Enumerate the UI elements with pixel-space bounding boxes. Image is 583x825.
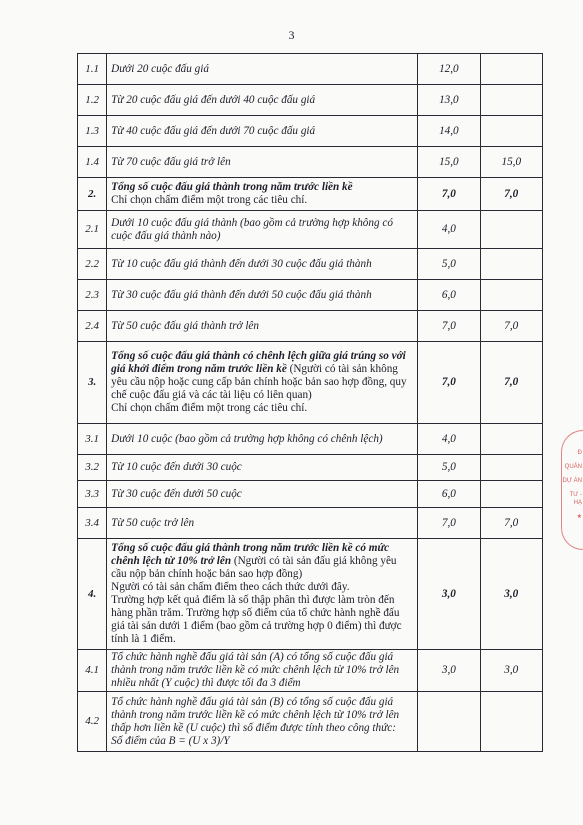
criterion-text: Từ 40 cuộc đấu giá đến dưới 70 cuộc đấu giá bbox=[111, 124, 316, 137]
criterion-description bbox=[107, 650, 418, 692]
criterion-text: Từ 30 cuộc đấu giá thành đến dưới 50 cuộc đấu giá thành bbox=[111, 288, 372, 301]
table-row bbox=[78, 280, 543, 311]
criterion-text: Từ 70 cuộc đấu giá trở lên bbox=[111, 155, 231, 168]
awarded-points: 7,0 bbox=[480, 178, 542, 211]
awarded-points: 7,0 bbox=[480, 342, 542, 424]
table-row bbox=[78, 178, 543, 211]
criterion-number: 4. bbox=[78, 539, 107, 650]
criterion-text: Từ 10 cuộc đến dưới 30 cuộc bbox=[111, 461, 242, 473]
table-row bbox=[78, 342, 543, 424]
stamp-text: TƯ - HẠ bbox=[569, 492, 582, 506]
max-points: 6,0 bbox=[418, 481, 480, 508]
max-points: 6,0 bbox=[418, 280, 480, 311]
table-row bbox=[78, 481, 543, 508]
criterion-text: Từ 30 cuộc đến dưới 50 cuộc bbox=[111, 487, 242, 500]
criterion-description bbox=[107, 85, 418, 116]
criterion-text: (Người có tài sản đấu giá không yêu cầu nộp bản chính hoặc bản sao hợp đồng) bbox=[111, 555, 397, 580]
max-points: 7,0 bbox=[418, 508, 480, 539]
criterion-text: Chỉ chọn chấm điểm một trong các tiêu chí. bbox=[111, 194, 308, 206]
max-points: 7,0 bbox=[418, 311, 480, 342]
table-row bbox=[78, 455, 543, 481]
criterion-number: 3.3 bbox=[78, 481, 107, 508]
awarded-points bbox=[480, 116, 542, 147]
awarded-points: 3,0 bbox=[480, 539, 542, 650]
criterion-description bbox=[107, 147, 418, 178]
awarded-points: 7,0 bbox=[480, 508, 542, 539]
criterion-description bbox=[107, 116, 418, 147]
criterion-text: Tổ chức hành nghề đấu giá tài sản (A) có tổng số cuộc đấu giá thành trong năm trước liền kề có mức chênh lệch từ 10% trở lên nhiều nhất (Y cuộc) thì được tối đa 3 điểm bbox=[111, 651, 400, 689]
max-points bbox=[418, 692, 480, 752]
max-points: 5,0 bbox=[418, 455, 480, 481]
criterion-number: 2. bbox=[78, 178, 107, 211]
max-points: 14,0 bbox=[418, 116, 480, 147]
criterion-text: Tổ chức hành nghề đấu giá tài sản (B) có tổng số cuộc đấu giá thành trong năm trước liền kề có mức chênh lệch từ 10% trở lên thấp hơn liền kề (U cuộc) thì số điểm được tính theo công thức: bbox=[111, 695, 400, 734]
criterion-text: Dưới 10 cuộc đấu giá thành (bao gồm cả trường hợp không có cuộc đấu giá thành nào) bbox=[111, 216, 393, 242]
criterion-description bbox=[107, 455, 418, 481]
criterion-text: Từ 50 cuộc trở lên bbox=[111, 516, 195, 529]
stamp-text: ★ bbox=[576, 514, 582, 520]
awarded-points: 15,0 bbox=[480, 147, 542, 178]
awarded-points bbox=[480, 280, 542, 311]
criterion-text: Tổng số cuộc đấu giá thành có chênh lệch giữa giá trúng so với giá khởi điểm trong năm trước liền kề bbox=[111, 350, 406, 375]
criterion-description bbox=[107, 249, 418, 280]
stamp-text: QUẢN bbox=[564, 464, 582, 470]
criterion-description bbox=[107, 508, 418, 539]
criterion-number: 4.1 bbox=[78, 650, 107, 692]
criterion-text: Từ 50 cuộc đấu giá thành trở lên bbox=[111, 319, 259, 332]
criterion-number: 1.1 bbox=[78, 54, 107, 85]
criterion-text: Chỉ chọn chấm điểm một trong các tiêu chí. bbox=[111, 402, 308, 414]
max-points: 7,0 bbox=[418, 178, 480, 211]
table-row bbox=[78, 650, 543, 692]
max-points: 3,0 bbox=[418, 650, 480, 692]
table-row bbox=[78, 85, 543, 116]
table-row bbox=[78, 539, 543, 650]
max-points: 15,0 bbox=[418, 147, 480, 178]
table-row bbox=[78, 116, 543, 147]
table-row bbox=[78, 692, 543, 752]
max-points: 7,0 bbox=[418, 342, 480, 424]
criterion-text: (Người có tài sản không yêu cầu nộp hoặc cung cấp bản chính hoặc bản sao hợp đồng, quy chế cuộc đấu giá và các tài liệu có liên quan) bbox=[111, 363, 407, 401]
criterion-number: 3. bbox=[78, 342, 107, 424]
criterion-description bbox=[107, 311, 418, 342]
criterion-number: 3.2 bbox=[78, 455, 107, 481]
awarded-points: 3,0 bbox=[480, 650, 542, 692]
criterion-number: 2.2 bbox=[78, 249, 107, 280]
criterion-number: 1.4 bbox=[78, 147, 107, 178]
stamp-text: Đ bbox=[577, 450, 582, 456]
criterion-description bbox=[107, 54, 418, 85]
criterion-number: 4.2 bbox=[78, 692, 107, 752]
awarded-points bbox=[480, 249, 542, 280]
criterion-number: 3.1 bbox=[78, 424, 107, 455]
max-points: 3,0 bbox=[418, 539, 480, 650]
scoring-criteria-table bbox=[77, 53, 543, 752]
awarded-points: 7,0 bbox=[480, 311, 542, 342]
page-number: 3 bbox=[288, 28, 295, 42]
awarded-points bbox=[480, 424, 542, 455]
awarded-points bbox=[480, 455, 542, 481]
criterion-description bbox=[107, 424, 418, 455]
criterion-number: 1.2 bbox=[78, 85, 107, 116]
awarded-points bbox=[480, 54, 542, 85]
table-row bbox=[78, 249, 543, 280]
criterion-text: Dưới 10 cuộc (bao gồm cả trường hợp không có chênh lệch) bbox=[111, 432, 383, 445]
criterion-number: 2.1 bbox=[78, 211, 107, 249]
max-points: 4,0 bbox=[418, 211, 480, 249]
awarded-points bbox=[480, 692, 542, 752]
red-seal-stamp bbox=[561, 430, 583, 550]
criterion-number: 2.4 bbox=[78, 311, 107, 342]
criterion-text: Từ 20 cuộc đấu giá đến dưới 40 cuộc đấu giá bbox=[111, 93, 316, 106]
criterion-text: Tổng số cuộc đấu giá thành trong năm trước liền kề có mức chênh lệch từ 10% trở lên bbox=[111, 542, 390, 567]
table-row bbox=[78, 508, 543, 539]
max-points: 13,0 bbox=[418, 85, 480, 116]
criterion-description bbox=[107, 178, 418, 211]
awarded-points bbox=[480, 481, 542, 508]
criterion-number: 3.4 bbox=[78, 508, 107, 539]
table-row bbox=[78, 311, 543, 342]
awarded-points bbox=[480, 85, 542, 116]
table-row bbox=[78, 211, 543, 249]
criterion-text: Số điểm của B = (U x 3)/Y bbox=[111, 734, 230, 747]
criterion-number: 2.3 bbox=[78, 280, 107, 311]
table-row bbox=[78, 54, 543, 85]
stamp-text: DỰ ÁN bbox=[562, 478, 582, 484]
table-row bbox=[78, 147, 543, 178]
criterion-text: Tổng số cuộc đấu giá thành trong năm trước liền kề bbox=[111, 181, 353, 193]
criterion-text: Người có tài sản chấm điểm theo cách thức dưới đây. bbox=[111, 581, 350, 593]
criterion-description bbox=[107, 280, 418, 311]
criterion-description bbox=[107, 211, 418, 249]
criterion-text: Dưới 20 cuộc đấu giá bbox=[111, 62, 209, 75]
criterion-description bbox=[107, 692, 418, 752]
awarded-points bbox=[480, 211, 542, 249]
table-row bbox=[78, 424, 543, 455]
criterion-text: Trường hợp kết quả điểm là số thập phân thì được làm tròn đến hàng phần trăm. Trường hợp số điểm của tổ chức hành nghề đấu giá tài sản dưới 1 điểm (bao gồm cả trường hợp 0 điểm) thì được tính là 1 điểm. bbox=[111, 594, 402, 645]
max-points: 5,0 bbox=[418, 249, 480, 280]
criterion-number: 1.3 bbox=[78, 116, 107, 147]
criterion-description bbox=[107, 539, 418, 650]
criterion-description bbox=[107, 342, 418, 424]
max-points: 4,0 bbox=[418, 424, 480, 455]
max-points: 12,0 bbox=[418, 54, 480, 85]
criterion-text: Từ 10 cuộc đấu giá thành đến dưới 30 cuộc đấu giá thành bbox=[111, 257, 372, 270]
criterion-description bbox=[107, 481, 418, 508]
